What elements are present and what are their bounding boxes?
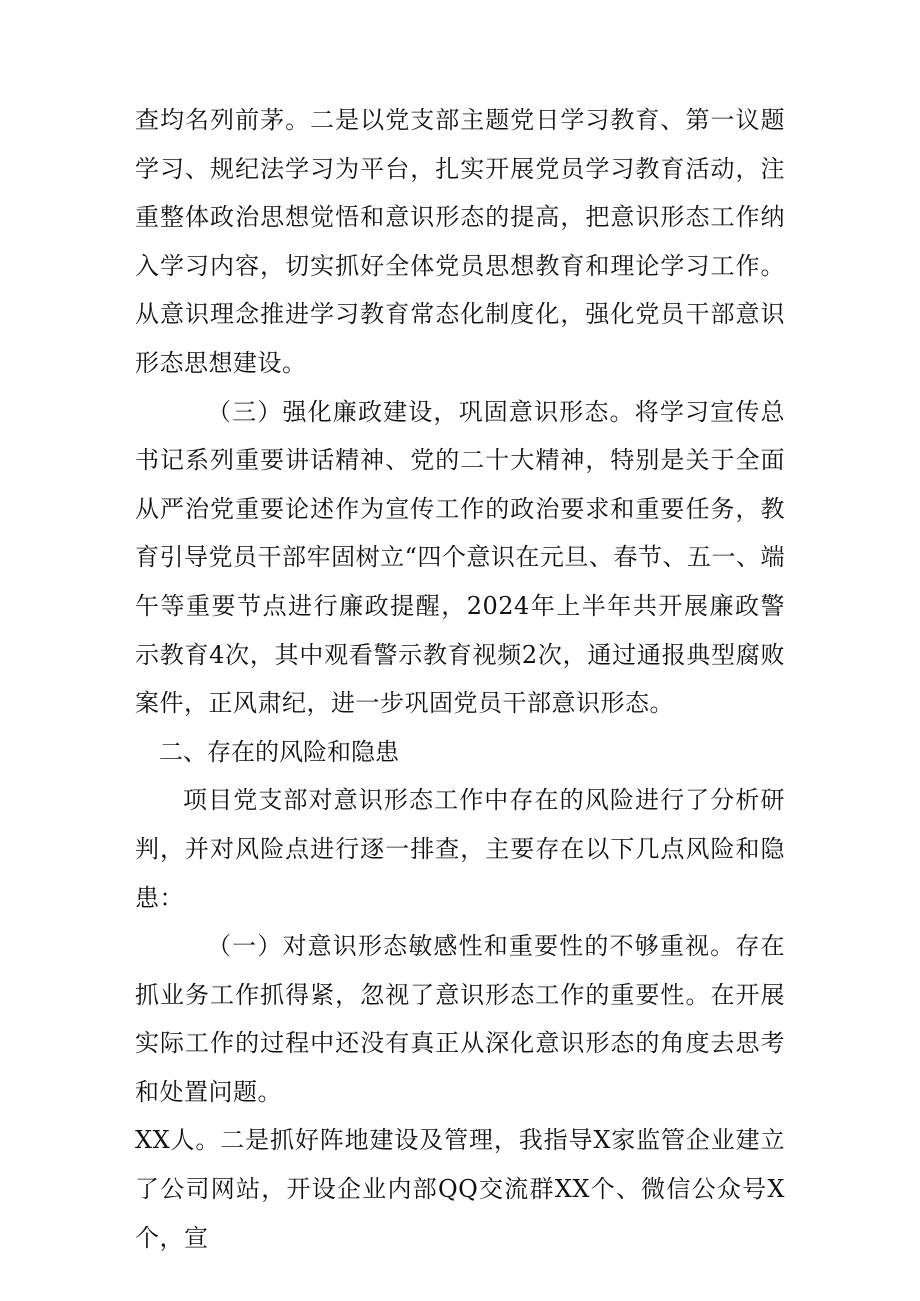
section-heading: 二、存在的风险和隐患	[159, 737, 399, 766]
paragraph-5: XX人。二是抓好阵地建设及管理，我指导X家监管企业建立了公司网站，开设企业内部QQ交流群XX个、微信公众号X个，宣	[135, 1126, 785, 1252]
paragraph-4: （一）对意识形态敏感性和重要性的不够重视。存在抓业务工作抓得紧，忽视了意识形态工作的重要性。在开展实际工作的过程中还没有真正从深化意识形态的角度去思考和处置问题。	[135, 932, 785, 1106]
paragraph-3: 项目党支部对意识形态工作中存在的风险进行了分析研判，并对风险点进行逐一排查，主要存在以下几点风险和隐患：	[135, 786, 785, 912]
paragraph-1: 查均名列前茅。二是以党支部主题党日学习教育、第一议题学习、规纪法学习为平台，扎实开展党员学习教育活动，注重整体政治思想觉悟和意识形态的提高，把意识形态工作纳入学习内容，切实抓好全体党员思想教育和理论学习工作。从意识理念推进学习教育常态化制度化，强化党员干部意识形态思想建设。	[135, 106, 785, 377]
paragraph-2: （三）强化廉政建设，巩固意识形态。将学习宣传总书记系列重要讲话精神、党的二十大精神，特别是关于全面从严治党重要论述作为宣传工作的政治要求和重要任务，教育引导党员干部牢固树立“四个意识在元旦、春节、五一、端午等重要节点进行廉政提醒，2024年上半年共开展廉政警示教育4次，其中观看警示教育视频2次，通过通报典型腐败案件，正风肃纪，进一步巩固党员干部意识形态。	[135, 397, 785, 718]
